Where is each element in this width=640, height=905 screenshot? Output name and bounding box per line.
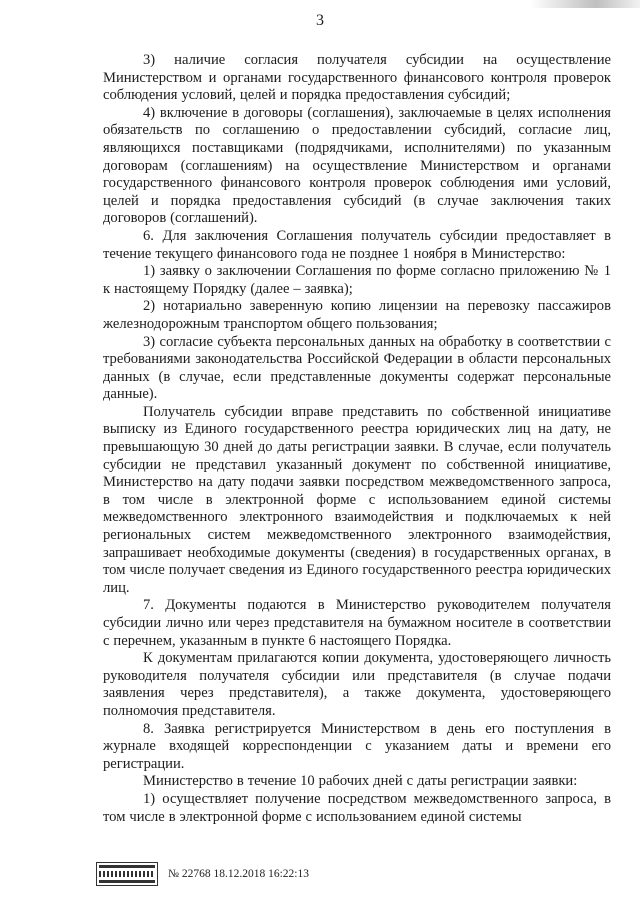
paragraph-registry-extract: Получатель субсидии вправе представить по собственной инициативе выписку из Единого государственного реестра юридических лиц на дату, не превышающую 30 дней до даты регистрации заявки. В случае, если получатель субсидии не представил указанный документ по собственной инициативе, Министерство на дату подачи заявки посредством межведомственного запроса, в том числе в электронной форме с использованием единой системы межведомственного электронного взаимодействия и подключаемых к ней региональных систем межведомственного электронного взаимодействия, запрашивает необходимые документы (сведения) в государственных органах, в том числе получает сведения из Единого государственного реестра юридических лиц.: [103, 403, 611, 596]
scan-artifact: [530, 0, 640, 8]
building-stamp-icon: [96, 862, 158, 886]
paragraph-license-copy: 2) нотариально заверенную копию лицензии на перевозку пассажиров железнодорожным транспортом общего пользования;: [103, 298, 611, 332]
paragraph-section-8: 8. Заявка регистрируется Министерством в день его поступления в журнале входящей корреспонденции с указанием даты и времени его регистрации.: [103, 720, 611, 772]
paragraph-consent-control: 3) наличие согласия получателя субсидии на осуществление Министерством и органами государственного финансового контроля проверок соблюдения условий, целей и порядка предоставления субсидий;: [103, 52, 611, 104]
document-body: [103, 52, 611, 826]
page-number: 3: [316, 12, 324, 29]
paragraph-attachments: К документам прилагаются копии документа, удостоверяющего личность руководителя получателя субсидии или представителя (в случае подачи заявления через представителя), а также документа, удостоверяющего полномочия представителя.: [103, 650, 611, 719]
paragraph-ministry-deadline: Министерство в течение 10 рабочих дней с даты регистрации заявки:: [143, 773, 578, 790]
document-footer: [96, 862, 309, 886]
paragraph-personal-data: 3) согласие субъекта персональных данных на обработку в соответствии с требованиями законодательства Российской Федерации в области персональных данных (в случае, если представленные документы содержат персональные данные).: [103, 333, 611, 403]
paragraph-section-7: 7. Документы подаются в Министерство руководителем получателя субсидии лично или через представителя на бумажном носителе в соответствии с перечнем, указанным в пункте 6 настоящего Порядка.: [103, 597, 611, 649]
paragraph-application: 1) заявку о заключении Соглашения по форме согласно приложению № 1 к настоящему Порядку (далее – заявка);: [103, 263, 611, 297]
registration-stamp: № 22768 18.12.2018 16:22:13: [168, 868, 309, 880]
paragraph-interagency-request: 1) осуществляет получение посредством межведомственного запроса, в том числе в электронной форме с использованием единой системы: [103, 790, 611, 825]
paragraph-contracts-inclusion: 4) включение в договоры (соглашения), заключаемые в целях исполнения обязательств по соглашению о предоставлении субсидий, согласие лиц, являющихся поставщиками (подрядчиками, исполнителями) по указанным договорам (соглашениям) на осуществление Министерством и органами государственного финансового контроля проверок соблюдения ими условий, целей и порядка предоставления субсидий (в случае заключения таких договоров (соглашений).: [103, 104, 611, 227]
paragraph-section-6: 6. Для заключения Соглашения получатель субсидии предоставляет в течение текущего финансового года не позднее 1 ноября в Министерство:: [103, 227, 611, 262]
